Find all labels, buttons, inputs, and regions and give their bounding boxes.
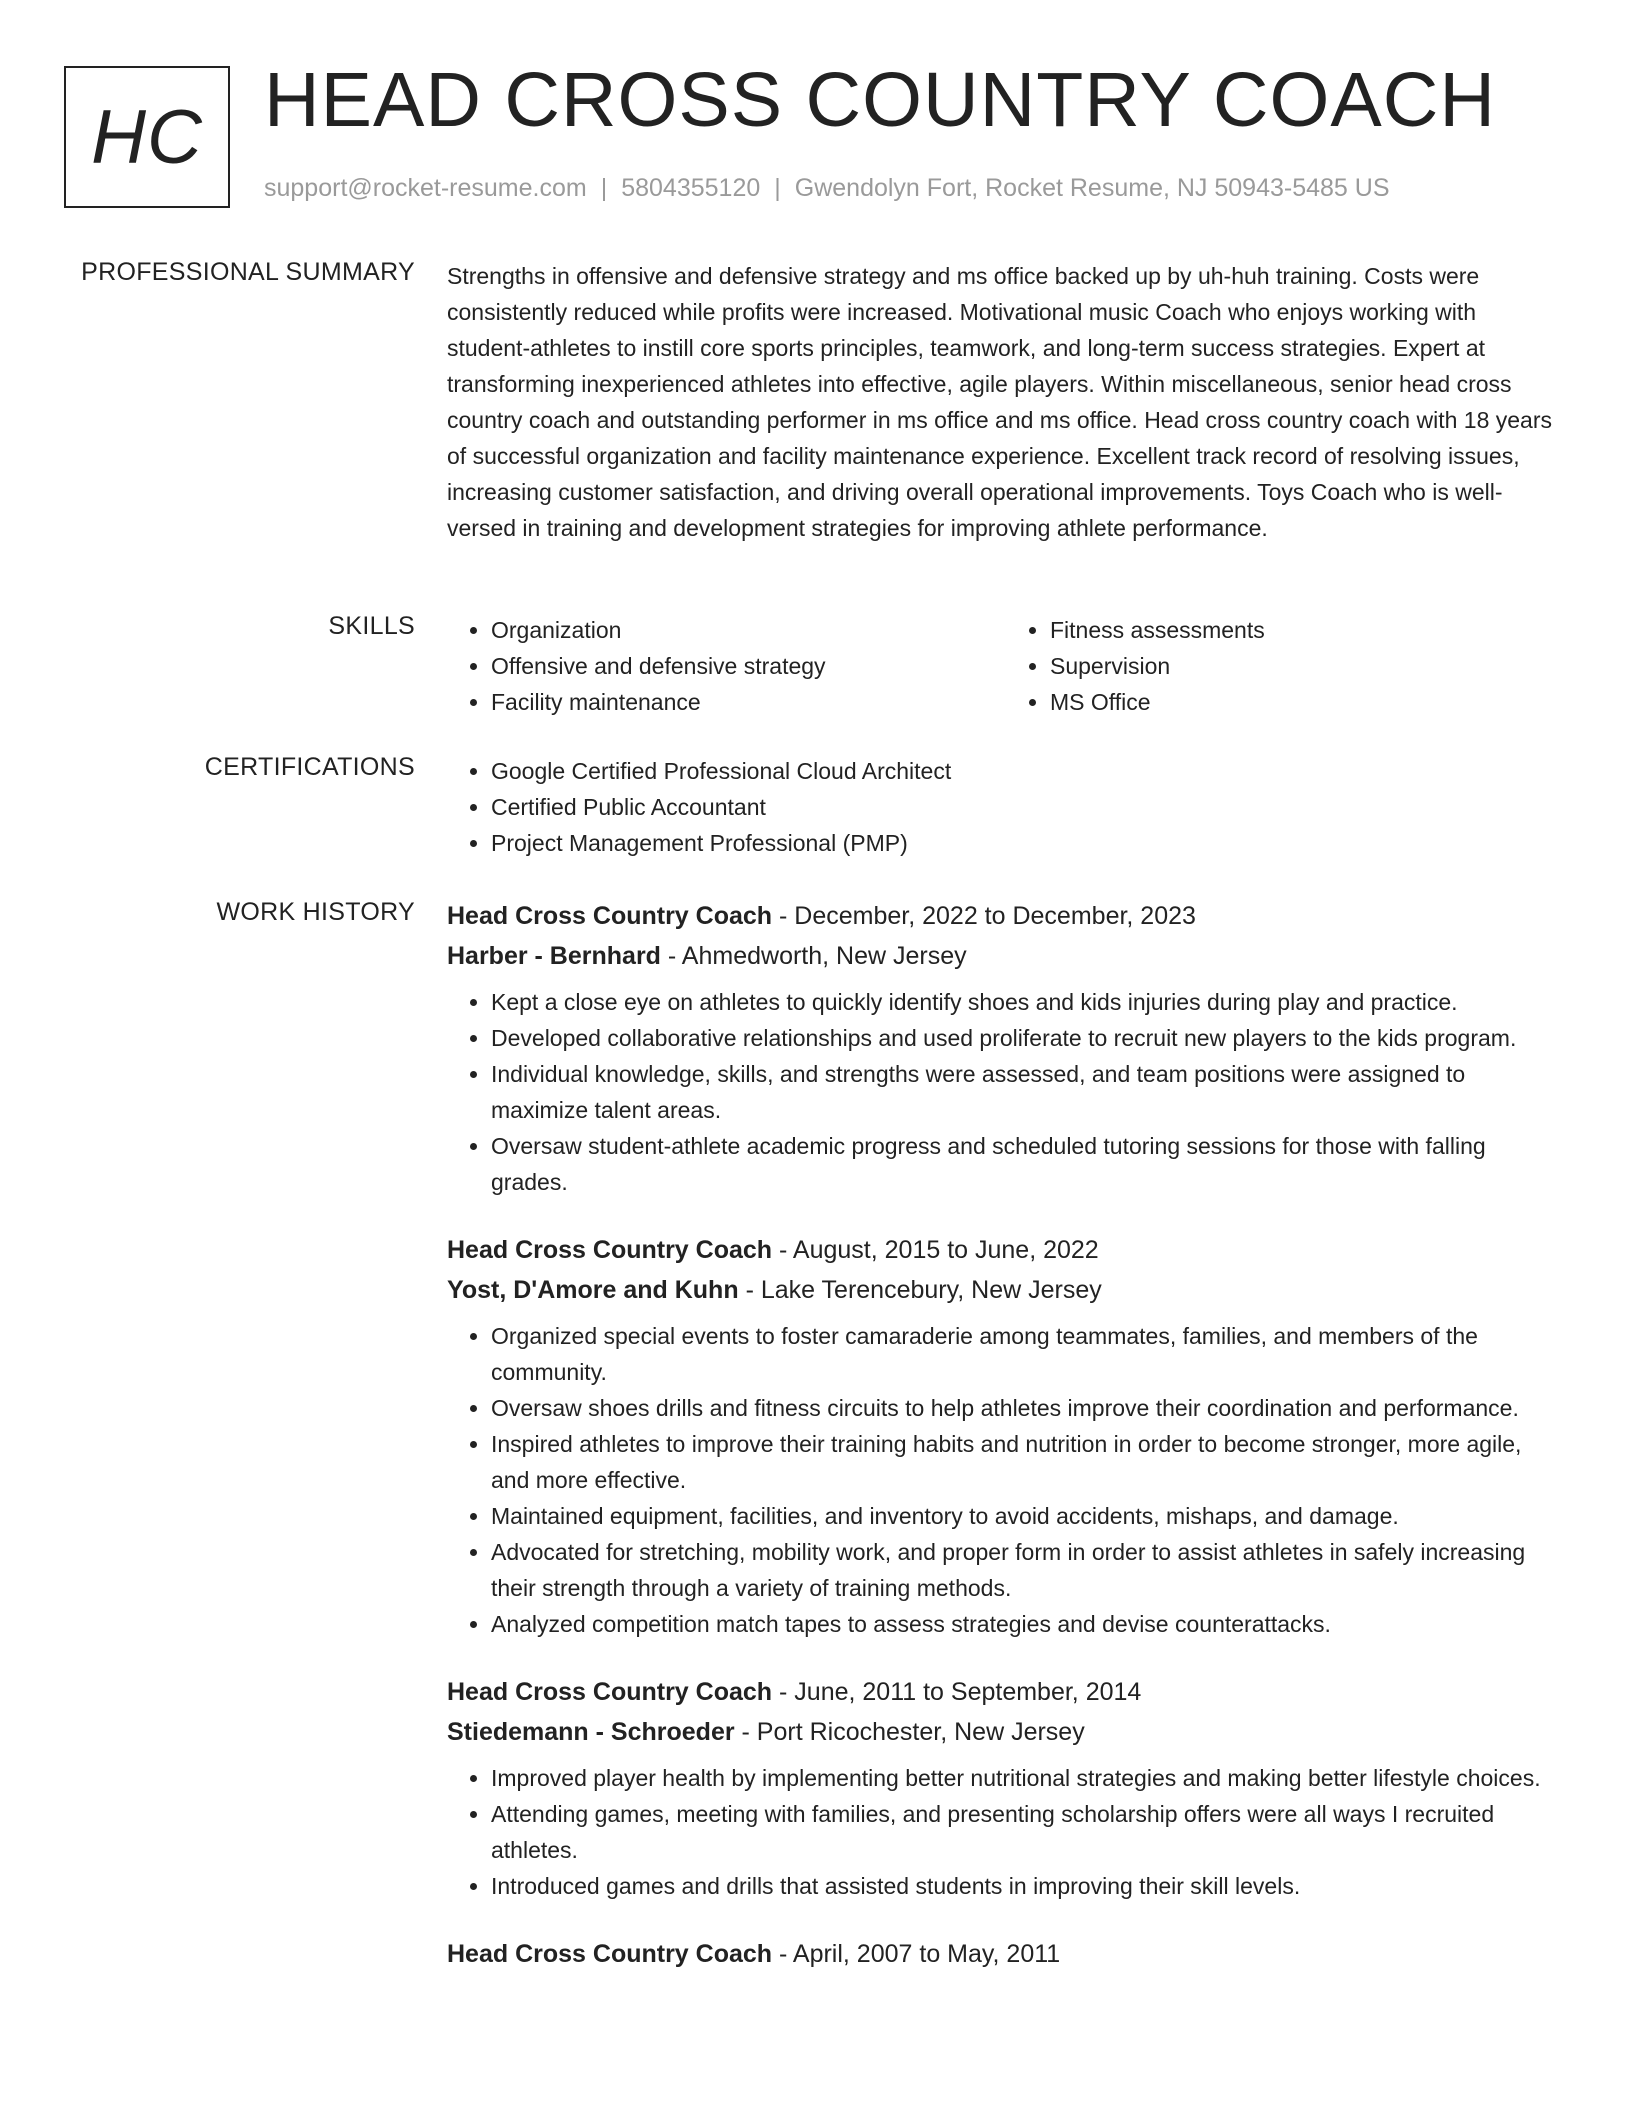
contact-phone: 5804355120 — [621, 174, 761, 202]
job-bullets — [447, 1318, 1565, 1642]
skills-list-left — [447, 612, 1006, 720]
job-bullet: • Introduced games and drills that assisted students in improving their skill levels. — [491, 1868, 1565, 1904]
certification-item: • Certified Public Accountant — [491, 789, 1565, 825]
job-title-line — [447, 1230, 1565, 1270]
skill-item: • Facility maintenance — [491, 684, 1006, 720]
monogram-box — [64, 66, 230, 208]
skill-item: • Fitness assessments — [1050, 612, 1565, 648]
job-company: Yost, D'Amore and Kuhn — [447, 1276, 739, 1304]
skills-body — [447, 612, 1565, 720]
job-bullet: • Organized special events to foster camaraderie among teammates, families, and members of the community. — [491, 1318, 1565, 1390]
job-bullet: • Developed collaborative relationships and used proliferate to recruit new players to the kids program. — [491, 1020, 1565, 1056]
skill-item: • Offensive and defensive strategy — [491, 648, 1006, 684]
job-location: - Lake Terencebury, New Jersey — [745, 1276, 1102, 1304]
job-title: Head Cross Country Coach — [447, 902, 773, 930]
certification-item: • Google Certified Professional Cloud Architect — [491, 753, 1565, 789]
skill-item: • Supervision — [1050, 648, 1565, 684]
skill-item: • MS Office — [1050, 684, 1565, 720]
resume-title: HEAD CROSS COUNTRY COACH — [264, 57, 1496, 143]
job-dates: - December, 2022 to December, 2023 — [779, 902, 1196, 930]
certifications-body — [447, 753, 1565, 861]
job-entry — [447, 1230, 1565, 1642]
skills-list-right — [1006, 612, 1565, 720]
job-bullet: • Maintained equipment, facilities, and inventory to avoid accidents, mishaps, and damage. — [491, 1498, 1565, 1534]
contact-email: support@rocket-resume.com — [264, 174, 587, 202]
job-bullet: • Analyzed competition match tapes to assess strategies and devise counterattacks. — [491, 1606, 1565, 1642]
job-dates: - April, 2007 to May, 2011 — [779, 1940, 1061, 1968]
certification-item: • Project Management Professional (PMP) — [491, 825, 1565, 861]
certifications-heading: CERTIFICATIONS — [204, 753, 415, 781]
job-company-line — [447, 1712, 1565, 1752]
job-entry — [447, 896, 1565, 1200]
job-entry — [447, 1934, 1565, 1974]
skill-item: • Organization — [491, 612, 1006, 648]
contact-line — [264, 174, 1390, 203]
work-history-body — [447, 896, 1565, 2004]
job-title-line — [447, 896, 1565, 936]
job-bullet: • Improved player health by implementing better nutritional strategies and making better lifestyle choices. — [491, 1760, 1565, 1796]
job-title: Head Cross Country Coach — [447, 1678, 773, 1706]
job-company-line — [447, 1270, 1565, 1310]
job-company: Stiedemann - Schroeder — [447, 1718, 735, 1746]
job-dates: - August, 2015 to June, 2022 — [779, 1236, 1099, 1264]
job-bullet: • Inspired athletes to improve their training habits and nutrition in order to become stronger, more agile, and more effective. — [491, 1426, 1565, 1498]
job-title: Head Cross Country Coach — [447, 1940, 773, 1968]
job-company-line — [447, 936, 1565, 976]
job-location: - Ahmedworth, New Jersey — [667, 942, 967, 970]
monogram-initials: HC — [91, 94, 203, 180]
contact-separator: | — [774, 174, 781, 202]
job-title-line — [447, 1672, 1565, 1712]
summary-heading: PROFESSIONAL SUMMARY — [81, 258, 415, 286]
job-bullet: • Advocated for stretching, mobility work, and proper form in order to assist athletes in safely increasing their strength through a variety of training methods. — [491, 1534, 1565, 1606]
job-bullet: • Oversaw shoes drills and fitness circuits to help athletes improve their coordination and performance. — [491, 1390, 1565, 1426]
contact-address: Gwendolyn Fort, Rocket Resume, NJ 50943-5485 US — [794, 174, 1390, 202]
job-title-line — [447, 1934, 1565, 1974]
job-bullet: • Kept a close eye on athletes to quickly identify shoes and kids injuries during play and practice. — [491, 984, 1565, 1020]
summary-body — [447, 258, 1565, 546]
job-title: Head Cross Country Coach — [447, 1236, 773, 1264]
job-bullets — [447, 984, 1565, 1200]
job-location: - Port Ricochester, New Jersey — [741, 1718, 1085, 1746]
summary-text: Strengths in offensive and defensive strategy and ms office backed up by uh-huh training. Costs were consistently reduced while profits were increased. Motivational music Coach who enjoys working with student-athletes to instill core sports principles, teamwork, and long-term success strategies. Expert at transforming inexperienced athletes into effective, agile players. Within miscellaneous, senior head cross country coach and outstanding performer in ms office and ms office. Head cross country coach with 18 years of successful organization and facility maintenance experience. Excellent track record of resolving issues, increasing customer satisfaction, and driving overall operational improvements. Toys Coach who is well-versed in training and development strategies for improving athlete performance. — [447, 263, 1552, 541]
certifications-list — [447, 753, 1565, 861]
work-history-heading: WORK HISTORY — [216, 898, 415, 926]
contact-separator: | — [600, 174, 608, 202]
job-bullet: • Oversaw student-athlete academic progress and scheduled tutoring sessions for those with falling grades. — [491, 1128, 1565, 1200]
job-entry — [447, 1672, 1565, 1904]
job-dates: - June, 2011 to September, 2014 — [779, 1678, 1142, 1706]
skills-heading: SKILLS — [328, 612, 415, 640]
job-bullets — [447, 1760, 1565, 1904]
job-bullet: • Individual knowledge, skills, and strengths were assessed, and team positions were assigned to maximize talent areas. — [491, 1056, 1565, 1128]
job-bullet: • Attending games, meeting with families, and presenting scholarship offers were all ways I recruited athletes. — [491, 1796, 1565, 1868]
job-company: Harber - Bernhard — [447, 942, 661, 970]
